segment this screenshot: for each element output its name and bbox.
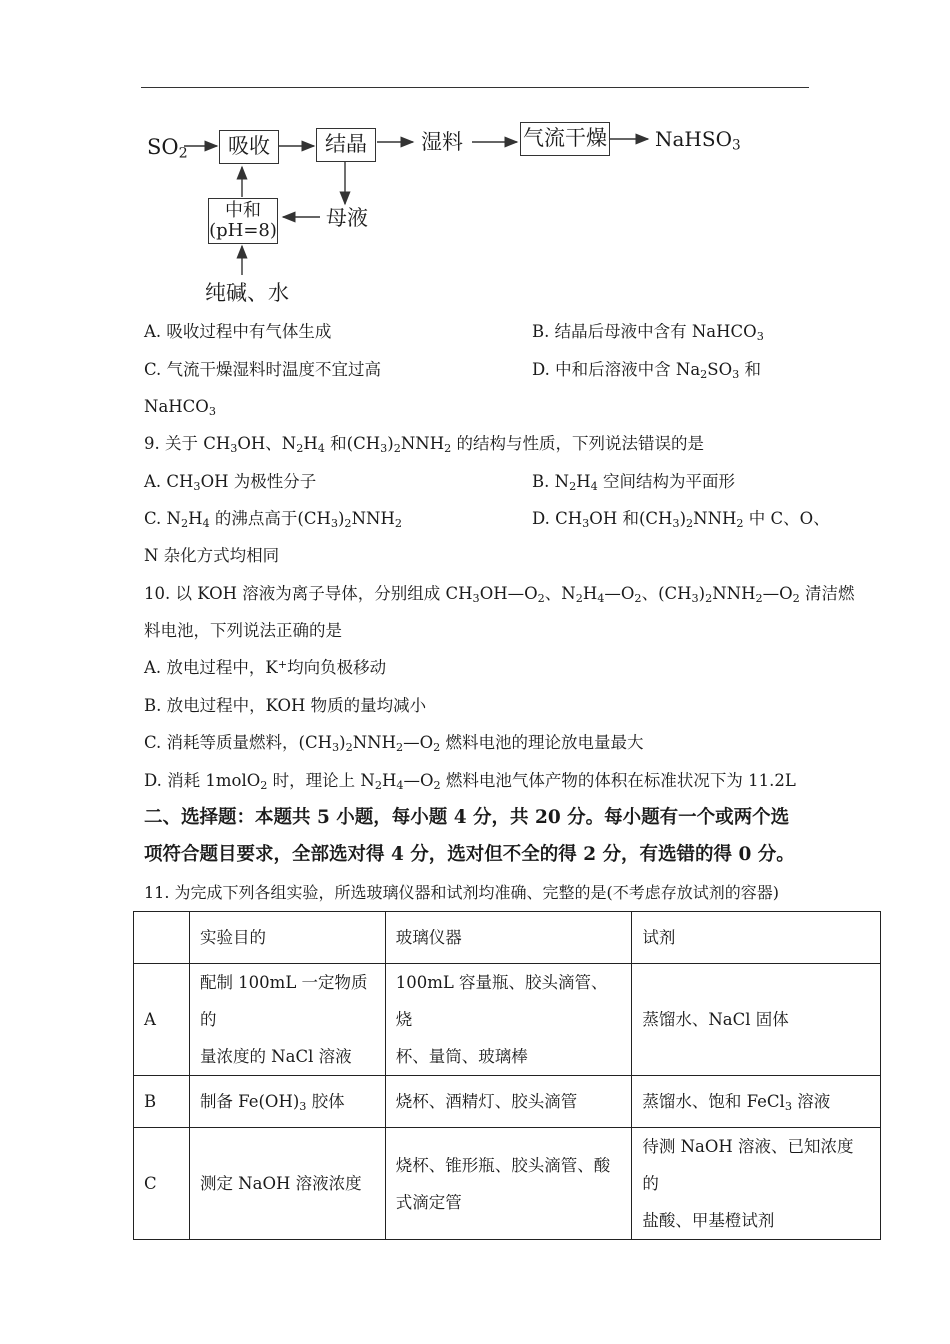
q9-stem: 9. 关于 $CH_3OH$、$N_2H_4$ 和$(CH_3)_2NNH_2$ 的结构与性质，下列说法错误的是 bbox=[144, 434, 704, 455]
q10-option-a: A. 放电过程中，K+均向负极移动 bbox=[144, 657, 387, 677]
section2-heading-line2: 项符合题目要求，全部选对得 4 分，选对但不全的得 2 分，有选错的得 0 分。 bbox=[144, 844, 795, 865]
process-flow-diagram bbox=[140, 112, 760, 317]
cell-purpose: 制备 $Fe(OH)_3$ 胶体 bbox=[189, 1076, 385, 1128]
q8-option-c: C. 气流干燥湿料时温度不宜过高 bbox=[144, 360, 382, 379]
q9-option-d-cont: N 杂化方式均相同 bbox=[144, 546, 280, 565]
q10-stem-line1: 10. 以 KOH 溶液为离子导体，分别组成 $CH_3OH—O_2$、$N_2H_4—O_2$、$(CH_3)_2NNH_2—O_2$ 清洁燃 bbox=[144, 584, 855, 605]
q8-option-b: B. 结晶后母液中含有 NaHCO$_3$ bbox=[532, 322, 764, 343]
neutralize-title: 中和 bbox=[225, 200, 261, 221]
table-row bbox=[134, 1128, 881, 1240]
section2-heading-line1: 二、选择题：本题共 5 小题，每小题 4 分，共 20 分。每小题有一个或两个选 bbox=[144, 807, 790, 828]
so2-label: $SO_2$ bbox=[147, 135, 188, 162]
q10-option-d: D. 消耗 1molO$_2$ 时，理论上 $N_2H_4—O_2$ 燃料电池气体产物的体积在标准状况下为 11.2L bbox=[144, 771, 796, 792]
mother-liquor-label: 母液 bbox=[326, 206, 368, 230]
row-label: B bbox=[134, 1076, 190, 1128]
header-purpose: 实验目的 bbox=[189, 912, 385, 964]
cell-purpose: 配制 100mL 一定物质的 量浓度的 NaCl 溶液 bbox=[189, 964, 385, 1076]
q8-option-d-cont: NaHCO$_3$ bbox=[144, 397, 216, 418]
q10-option-b: B. 放电过程中，KOH 物质的量均减小 bbox=[144, 696, 427, 715]
q11-table bbox=[133, 911, 881, 1240]
cell-reagent: 待测 NaOH 溶液、已知浓度的 盐酸、甲基橙试剂 bbox=[632, 1128, 881, 1240]
row-label: C bbox=[134, 1128, 190, 1240]
cell-purpose: 测定 NaOH 溶液浓度 bbox=[189, 1128, 385, 1240]
q10-option-c: C. 消耗等质量燃料，$(CH_3)_2NNH_2—O_2$ 燃料电池的理论放电量最大 bbox=[144, 733, 644, 754]
absorb-box: 吸收 bbox=[219, 130, 279, 164]
table-header-row bbox=[134, 912, 881, 964]
header-rule bbox=[141, 87, 809, 88]
cell-glassware: 烧杯、酒精灯、胶头滴管 bbox=[385, 1076, 632, 1128]
row-label: A bbox=[134, 964, 190, 1076]
table-row bbox=[134, 964, 881, 1076]
q9-option-c: C. $N_2H_4$ 的沸点高于$(CH_3)_2NNH_2$ bbox=[144, 509, 402, 530]
q8-option-d: D. 中和后溶液中含 $Na_2SO_3$ 和 bbox=[532, 360, 762, 381]
header-reagent: 试剂 bbox=[632, 912, 881, 964]
q9-option-b: B. $N_2H_4$ 空间结构为平面形 bbox=[532, 472, 735, 493]
cell-glassware: 100mL 容量瓶、胶头滴管、烧 杯、量筒、玻璃棒 bbox=[385, 964, 632, 1076]
q11-stem: 11. 为完成下列各组实验，所选玻璃仪器和试剂均准确、完整的是(不考虑存放试剂的容器) bbox=[144, 883, 780, 902]
header-blank bbox=[134, 912, 190, 964]
q10-stem-line2: 料电池，下列说法正确的是 bbox=[144, 621, 342, 640]
q8-option-a: A. 吸收过程中有气体生成 bbox=[144, 322, 332, 341]
header-glassware: 玻璃仪器 bbox=[385, 912, 632, 964]
crystal-box: 结晶 bbox=[316, 128, 376, 162]
cell-reagent: 蒸馏水、NaCl 固体 bbox=[632, 964, 881, 1076]
q9-option-d: D. $CH_3OH$ 和$(CH_3)_2NNH_2$ 中 C、O、 bbox=[532, 509, 830, 530]
nahso3-label: NaHSO$_3$ bbox=[655, 127, 741, 154]
cell-glassware: 烧杯、锥形瓶、胶头滴管、酸 式滴定管 bbox=[385, 1128, 632, 1240]
cell-reagent: 蒸馏水、饱和 FeCl$_3$ 溶液 bbox=[632, 1076, 881, 1128]
neutralize-box bbox=[208, 198, 278, 244]
soda-water-label: 纯碱、水 bbox=[205, 281, 289, 305]
q9-option-a: A. $CH_3OH$ 为极性分子 bbox=[144, 472, 317, 493]
airflow-dry-box: 气流干燥 bbox=[520, 122, 610, 156]
wet-material-label: 湿料 bbox=[421, 130, 463, 154]
table-row bbox=[134, 1076, 881, 1128]
neutralize-ph: (pH=8) bbox=[209, 220, 277, 241]
